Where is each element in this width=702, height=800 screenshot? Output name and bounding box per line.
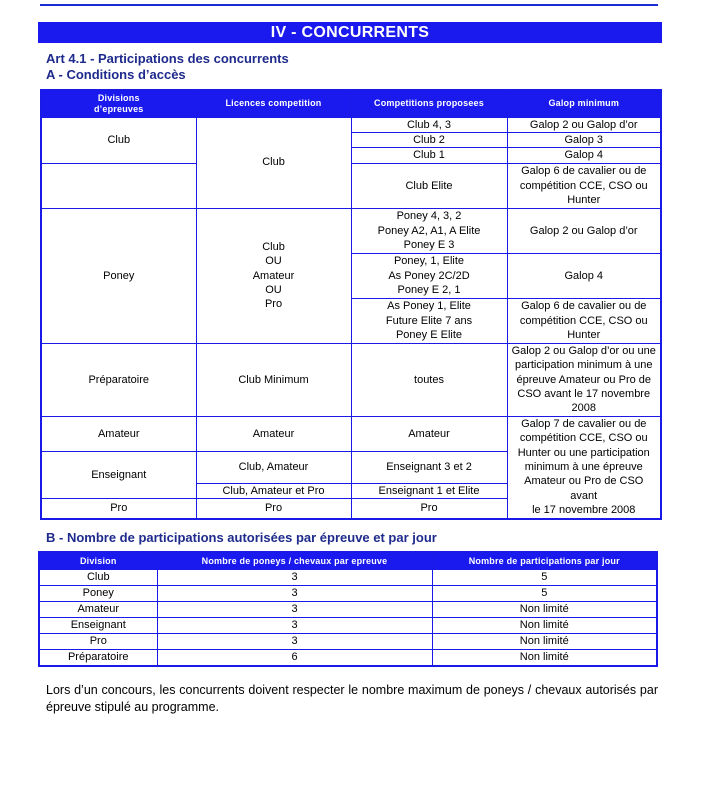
competition-cell: As Poney 1, Elite Future Elite 7 ans Poney E Elite [351, 298, 507, 343]
division-cell: Pro [39, 634, 157, 650]
access-conditions-table [40, 89, 662, 520]
competition-cell: Pro [351, 499, 507, 519]
division-cell: Poney [39, 586, 157, 602]
division-club: Club [41, 117, 196, 163]
participations-cell: Non limité [432, 650, 657, 667]
poneys-cell: 3 [157, 634, 432, 650]
header-competitions: Competitions proposees [351, 90, 507, 117]
table-row [39, 586, 657, 602]
poneys-cell: 3 [157, 602, 432, 618]
galop-cell: Galop 4 [507, 253, 661, 298]
competition-cell: Poney 4, 3, 2 Poney A2, A1, A Elite Poney E 3 [351, 208, 507, 253]
licence-club: Club [196, 117, 351, 208]
licence-cell: Club, Amateur [196, 451, 351, 483]
division-club-spacer [41, 163, 196, 208]
participations-cell: 5 [432, 586, 657, 602]
licence-cell: Club, Amateur et Pro [196, 483, 351, 498]
galop-cell: Galop 6 de cavalier ou de compétition CCE, CSO ou Hunter [507, 163, 661, 208]
closing-note: Lors d’un concours, les concurrents doivent respecter le nombre maximum de poneys / chevaux autorisés par épreuve stipulé au programme. [46, 683, 658, 714]
division-amateur: Amateur [41, 416, 196, 451]
header-participations: Nombre de participations par jour [432, 552, 657, 570]
galop-cell: Galop 2 ou Galop d’or [507, 117, 661, 132]
division-cell: Club [39, 570, 157, 586]
header-galop: Galop minimum [507, 90, 661, 117]
header-divisions: Divisions d’epreuves [41, 90, 196, 117]
header-division: Division [39, 552, 157, 570]
division-pro: Pro [41, 499, 196, 519]
participations-cell: Non limité [432, 618, 657, 634]
header-poneys: Nombre de poneys / chevaux par epreuve [157, 552, 432, 570]
licence-amateur: Amateur [196, 416, 351, 451]
table-row [39, 650, 657, 667]
subsection-a-title: A - Conditions d’accès [46, 67, 186, 82]
galop-cell-shared: Galop 7 de cavalier ou de compétition CCE, CSO ou Hunter ou une participation minimum à une épreuve Amateur ou Pro de CSO avant le 17 novembre 2008 [507, 416, 661, 518]
galop-cell: Galop 3 [507, 132, 661, 147]
poneys-cell: 3 [157, 586, 432, 602]
licence-poney: Club OU Amateur OU Pro [196, 208, 351, 343]
licence-preparatoire: Club Minimum [196, 343, 351, 416]
division-cell: Enseignant [39, 618, 157, 634]
competition-cell: toutes [351, 343, 507, 416]
galop-cell: Galop 6 de cavalier ou de compétition CCE, CSO ou Hunter [507, 298, 661, 343]
division-preparatoire: Préparatoire [41, 343, 196, 416]
division-cell: Préparatoire [39, 650, 157, 667]
competition-cell: Enseignant 3 et 2 [351, 451, 507, 483]
table-row [39, 570, 657, 586]
galop-cell: Galop 2 ou Galop d’or ou une participation minimum à une épreuve Amateur ou Pro de CSO avant le 17 novembre 2008 [507, 343, 661, 416]
competition-cell: Amateur [351, 416, 507, 451]
table-row [39, 634, 657, 650]
poneys-cell: 3 [157, 618, 432, 634]
top-rule [40, 4, 658, 6]
article-title: Art 4.1 - Participations des concurrents [46, 51, 289, 66]
division-enseignant: Enseignant [41, 451, 196, 498]
poneys-cell: 3 [157, 570, 432, 586]
header-licences: Licences competition [196, 90, 351, 117]
competition-cell: Club 4, 3 [351, 117, 507, 132]
galop-cell: Galop 2 ou Galop d’or [507, 208, 661, 253]
division-poney: Poney [41, 208, 196, 343]
table-row [39, 618, 657, 634]
competition-cell: Club 1 [351, 148, 507, 163]
participations-cell: 5 [432, 570, 657, 586]
table-row [39, 602, 657, 618]
subsection-b-title: B - Nombre de participations autorisées par épreuve et par jour [46, 530, 437, 545]
division-cell: Amateur [39, 602, 157, 618]
competition-cell: Club Elite [351, 163, 507, 208]
participations-cell: Non limité [432, 602, 657, 618]
section-title: IV - CONCURRENTS [38, 22, 662, 43]
competition-cell: Club 2 [351, 132, 507, 147]
galop-cell: Galop 4 [507, 148, 661, 163]
licence-pro: Pro [196, 499, 351, 519]
participations-table [38, 551, 658, 667]
competition-cell: Poney, 1, Elite As Poney 2C/2D Poney E 2, 1 [351, 253, 507, 298]
poneys-cell: 6 [157, 650, 432, 667]
competition-cell: Enseignant 1 et Elite [351, 483, 507, 498]
participations-cell: Non limité [432, 634, 657, 650]
